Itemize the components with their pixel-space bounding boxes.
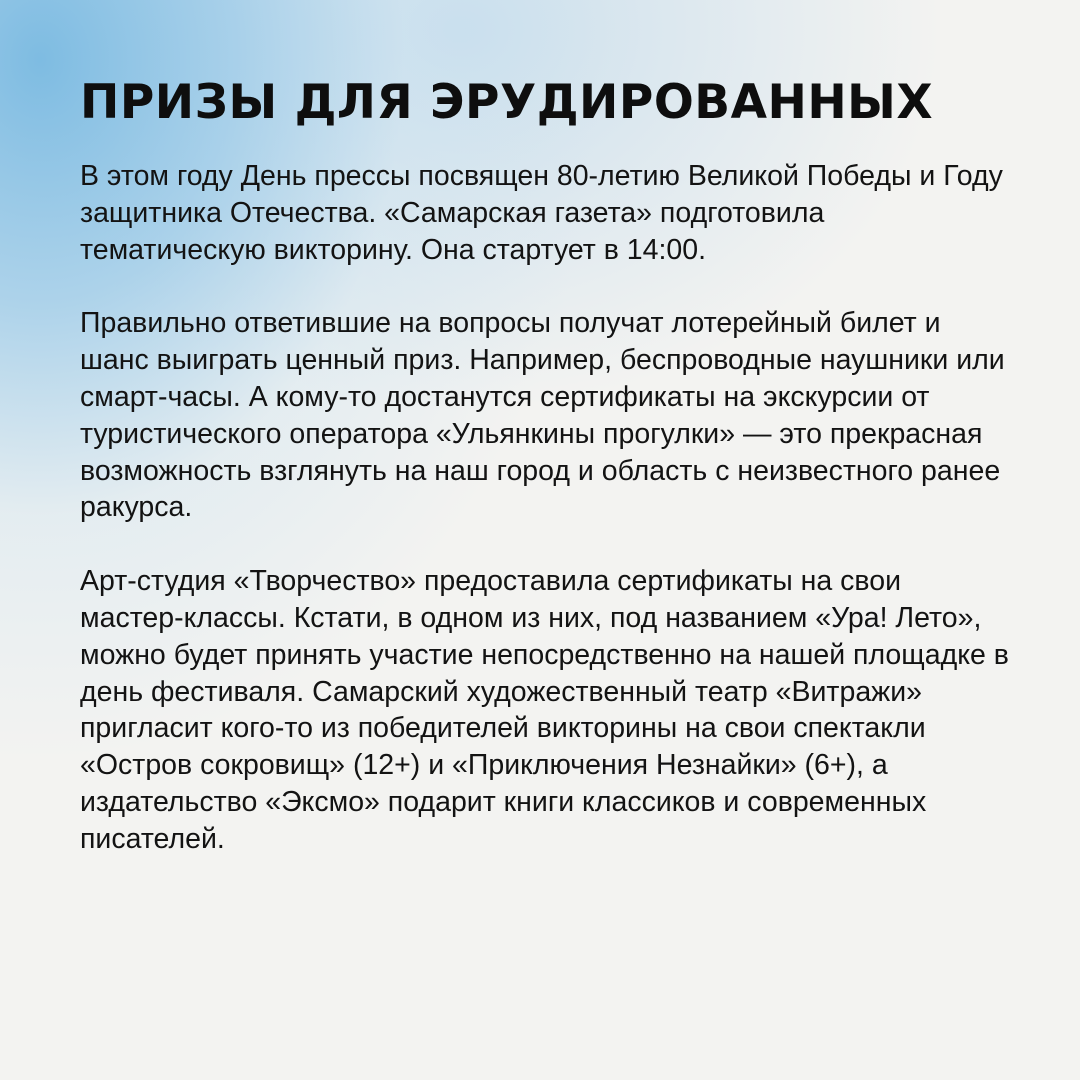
article-body bbox=[80, 158, 1010, 858]
page-title: ПРИЗЫ ДЛЯ ЭРУДИРОВАННЫХ bbox=[80, 75, 934, 130]
paragraph-intro: В этом году День прессы посвящен 80-летию Великой Победы и Году защитника Отечества. «Самарская газета» подготовила тематическую викторину. Она стартует в 14:00. bbox=[80, 160, 1003, 266]
content-card bbox=[80, 74, 1010, 858]
paragraph-prizes: Правильно ответившие на вопросы получат лотерейный билет и шанс выиграть ценный приз. Например, беспроводные наушники или смарт-часы. А кому-то достанутся сертификаты на экскурсии от туристического оператора «Ульянкины прогулки» — это прекрасная возможность взглянуть на наш город и область с неизвестного ранее ракурса. bbox=[80, 307, 1005, 524]
paragraph-partners: Арт-студия «Творчество» предоставила сертификаты на свои мастер-классы. Кстати, в одном из них, под названием «Ура! Лето», можно будет принять участие непосредственно на нашей площадке в день фестиваля. Самарский художественный театр «Витражи» пригласит кого-то из победителей викторины на свои спектакли «Остров сокровищ» (12+) и «Приключения Незнайки» (6+), а издательство «Эксмо» подарит книги классиков и современных писателей. bbox=[80, 565, 1009, 855]
